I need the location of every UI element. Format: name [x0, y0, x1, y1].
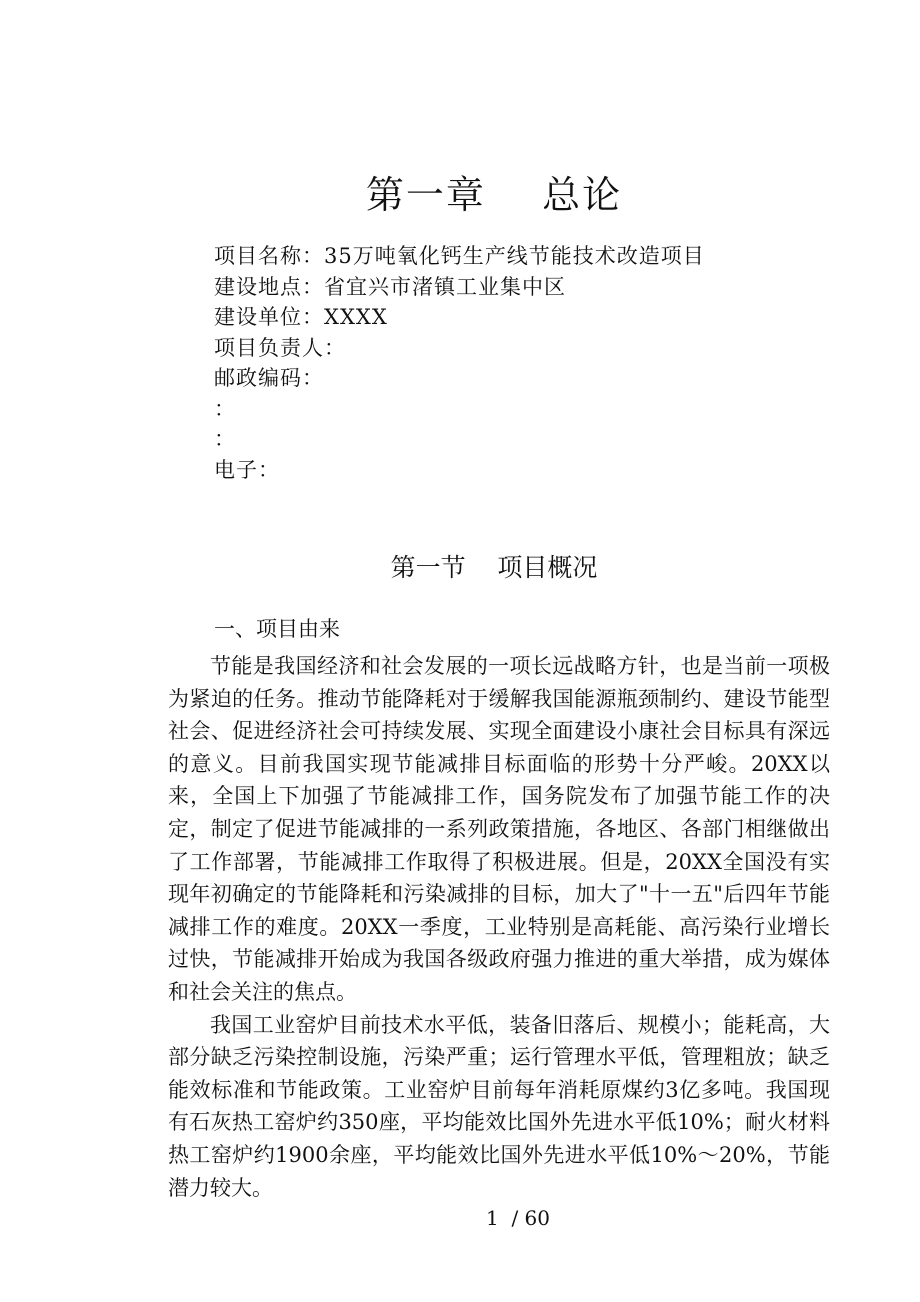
subheading: 一、项目由来 — [214, 617, 340, 641]
info-line-email: 电子： — [214, 457, 280, 482]
page-number: 1 / 60 — [486, 1206, 550, 1230]
info-line-blank-2: ： — [214, 427, 236, 451]
info-line-location: 建设地点：省宜兴市渚镇工业集中区 — [214, 274, 566, 299]
section-title: 第一节 项目概况 — [390, 553, 598, 582]
info-line-project-name: 项目名称：35万吨氧化钙生产线节能技术改造项目 — [214, 244, 705, 268]
paragraph-2: 我国工业窑炉目前技术水平低，装备旧落后、规模小；能耗高，大部分缺乏污染控制设施，污染严重；运行管理水平低，管理粗放；缺乏能效标准和节能政策。工业窑炉目前每年消耗原煤约3亿多吨。我国现有石灰热工窑炉约350座，平均能效比国外先进水平低10%；耐火材料热工窑炉约1900余座，平均能效比国外先进水平低10%～20%，节能潜力较大。 — [168, 1012, 830, 1200]
info-line-builder: 建设单位：XXXX — [214, 305, 388, 329]
project-info-list — [214, 241, 705, 485]
info-line-blank-1: ： — [214, 396, 236, 421]
body-text — [168, 650, 830, 1204]
paragraph-1: 节能是我国经济和社会发展的一项长远战略方针，也是当前一项极为紧迫的任务。推动节能降耗对于缓解我国能源瓶颈制约、建设节能型社会、促进经济社会可持续发展、实现全面建设小康社会目标具有深远的意义。目前我国实现节能减排目标面临的形势十分严峻。20XX以来，全国上下加强了节能减排工作，国务院发布了加强节能工作的决定，制定了促进节能减排的一系列政策措施，各地区、各部门相继做出了工作部署，节能减排工作取得了积极进展。但是，20XX全国没有实现年初确定的节能降耗和污染减排的目标，加大了"十一五"后四年节能减排工作的难度。20XX一季度，工业特别是高耗能、高污染行业增长过快，节能减排开始成为我国各级政府强力推进的重大举措，成为媒体和社会关注的焦点。 — [168, 654, 830, 1004]
info-line-manager: 项目负责人： — [214, 335, 346, 360]
info-line-postcode: 邮政编码： — [214, 366, 324, 390]
chapter-title: 第一章 总论 — [365, 173, 623, 217]
